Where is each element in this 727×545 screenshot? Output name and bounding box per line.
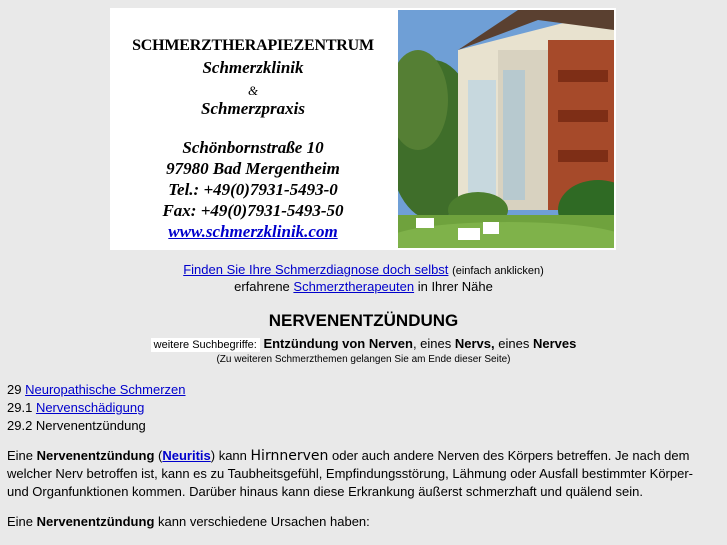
breadcrumb-item-2 <box>7 399 186 417</box>
para2-text-c: kann verschiedene Ursachen haben: <box>158 514 370 529</box>
therapeuten-pre: erfahrene <box>234 279 290 294</box>
keyword-sep-2: eines <box>498 336 530 351</box>
keyword-3: Nerves <box>532 336 577 351</box>
keyword-sep-1: , eines <box>412 336 452 351</box>
diagnose-link[interactable]: Finden Sie Ihre Schmerzdiagnose doch selbst <box>183 262 449 277</box>
intro-paragraph <box>7 447 722 501</box>
keyword-1: Entzündung von Nerven <box>263 336 413 351</box>
banner-street: Schönbornstraße 10 <box>182 138 324 157</box>
neuritis-link[interactable]: Neuritis <box>162 448 211 463</box>
keywords-label: weitere Suchbegriffe: <box>151 338 260 352</box>
diagnose-hint: (einfach anklicken) <box>452 265 544 277</box>
keywords-note: (Zu weiteren Schmerzthemen gelangen Sie am Ende dieser Seite) <box>216 354 511 365</box>
banner-fax: Fax: +49(0)7931-5493-50 <box>162 201 344 220</box>
banner-text-block <box>110 8 396 250</box>
banner-ampersand: & <box>247 83 259 98</box>
banner-tel: Tel.: +49(0)7931-5493-0 <box>168 180 338 199</box>
para1-line2: welcher Nerv betroffen ist, kann es zu Taubheitsgefühl, Empfindungsstörung, Lähmung oder Ausfall bestimmter Körper- <box>7 466 694 481</box>
breadcrumb-link-neuropathische[interactable]: Neuropathische Schmerzen <box>25 382 186 397</box>
para1-term-nervenentzuendung: Nervenentzündung <box>36 448 155 463</box>
para1-text-f: oder auch andere Nerven des Körpers betreffen. Je nach dem <box>331 448 690 463</box>
para1-line1 <box>7 447 722 465</box>
keyword-2: Nervs, <box>454 336 495 351</box>
breadcrumb-number-2: 29.1 <box>7 400 33 415</box>
causes-paragraph <box>7 513 370 531</box>
para1-hirnnerven: Hirnnerven <box>250 448 329 464</box>
breadcrumb-item-3: 29.2 Nervenentzündung <box>7 418 146 433</box>
breadcrumb-item-1 <box>7 381 186 399</box>
breadcrumb-link-nervenschaedigung[interactable]: Nervenschädigung <box>35 400 145 415</box>
therapeuten-link[interactable]: Schmerztherapeuten <box>293 279 415 294</box>
banner-url-link[interactable]: www.schmerzklinik.com <box>168 222 338 241</box>
breadcrumb <box>7 381 186 435</box>
para1-line3: und Organfunktionen kommen. Darüber hinaus kann diese Erkrankung äußerst schmerzhaft und quälend sein. <box>7 484 643 499</box>
therapeuten-post: in Ihrer Nähe <box>417 279 493 294</box>
para2-term-nervenentzuendung: Nervenentzündung <box>36 514 155 529</box>
page-title: NERVENENTZÜNDUNG <box>268 311 459 330</box>
breadcrumb-number-1: 29 <box>7 382 22 397</box>
diagnose-line <box>0 262 727 277</box>
clinic-building-photo <box>398 10 614 248</box>
banner-schmerzklinik: Schmerzklinik <box>202 58 304 77</box>
banner-title: SCHMERZTHERAPIEZENTRUM <box>132 37 374 54</box>
keywords-line <box>0 336 727 351</box>
banner-url-wrap <box>110 222 396 242</box>
banner-city: 97980 Bad Mergentheim <box>166 159 340 178</box>
para1-text-a: Eine <box>7 448 34 463</box>
para2-text-a: Eine <box>7 514 34 529</box>
para1-text-d: ) kann <box>210 448 247 463</box>
banner-schmerzpraxis: Schmerzpraxis <box>201 99 305 118</box>
therapeuten-line <box>0 279 727 294</box>
para1-paren-open: ( <box>158 448 163 463</box>
clinic-banner <box>110 8 616 250</box>
